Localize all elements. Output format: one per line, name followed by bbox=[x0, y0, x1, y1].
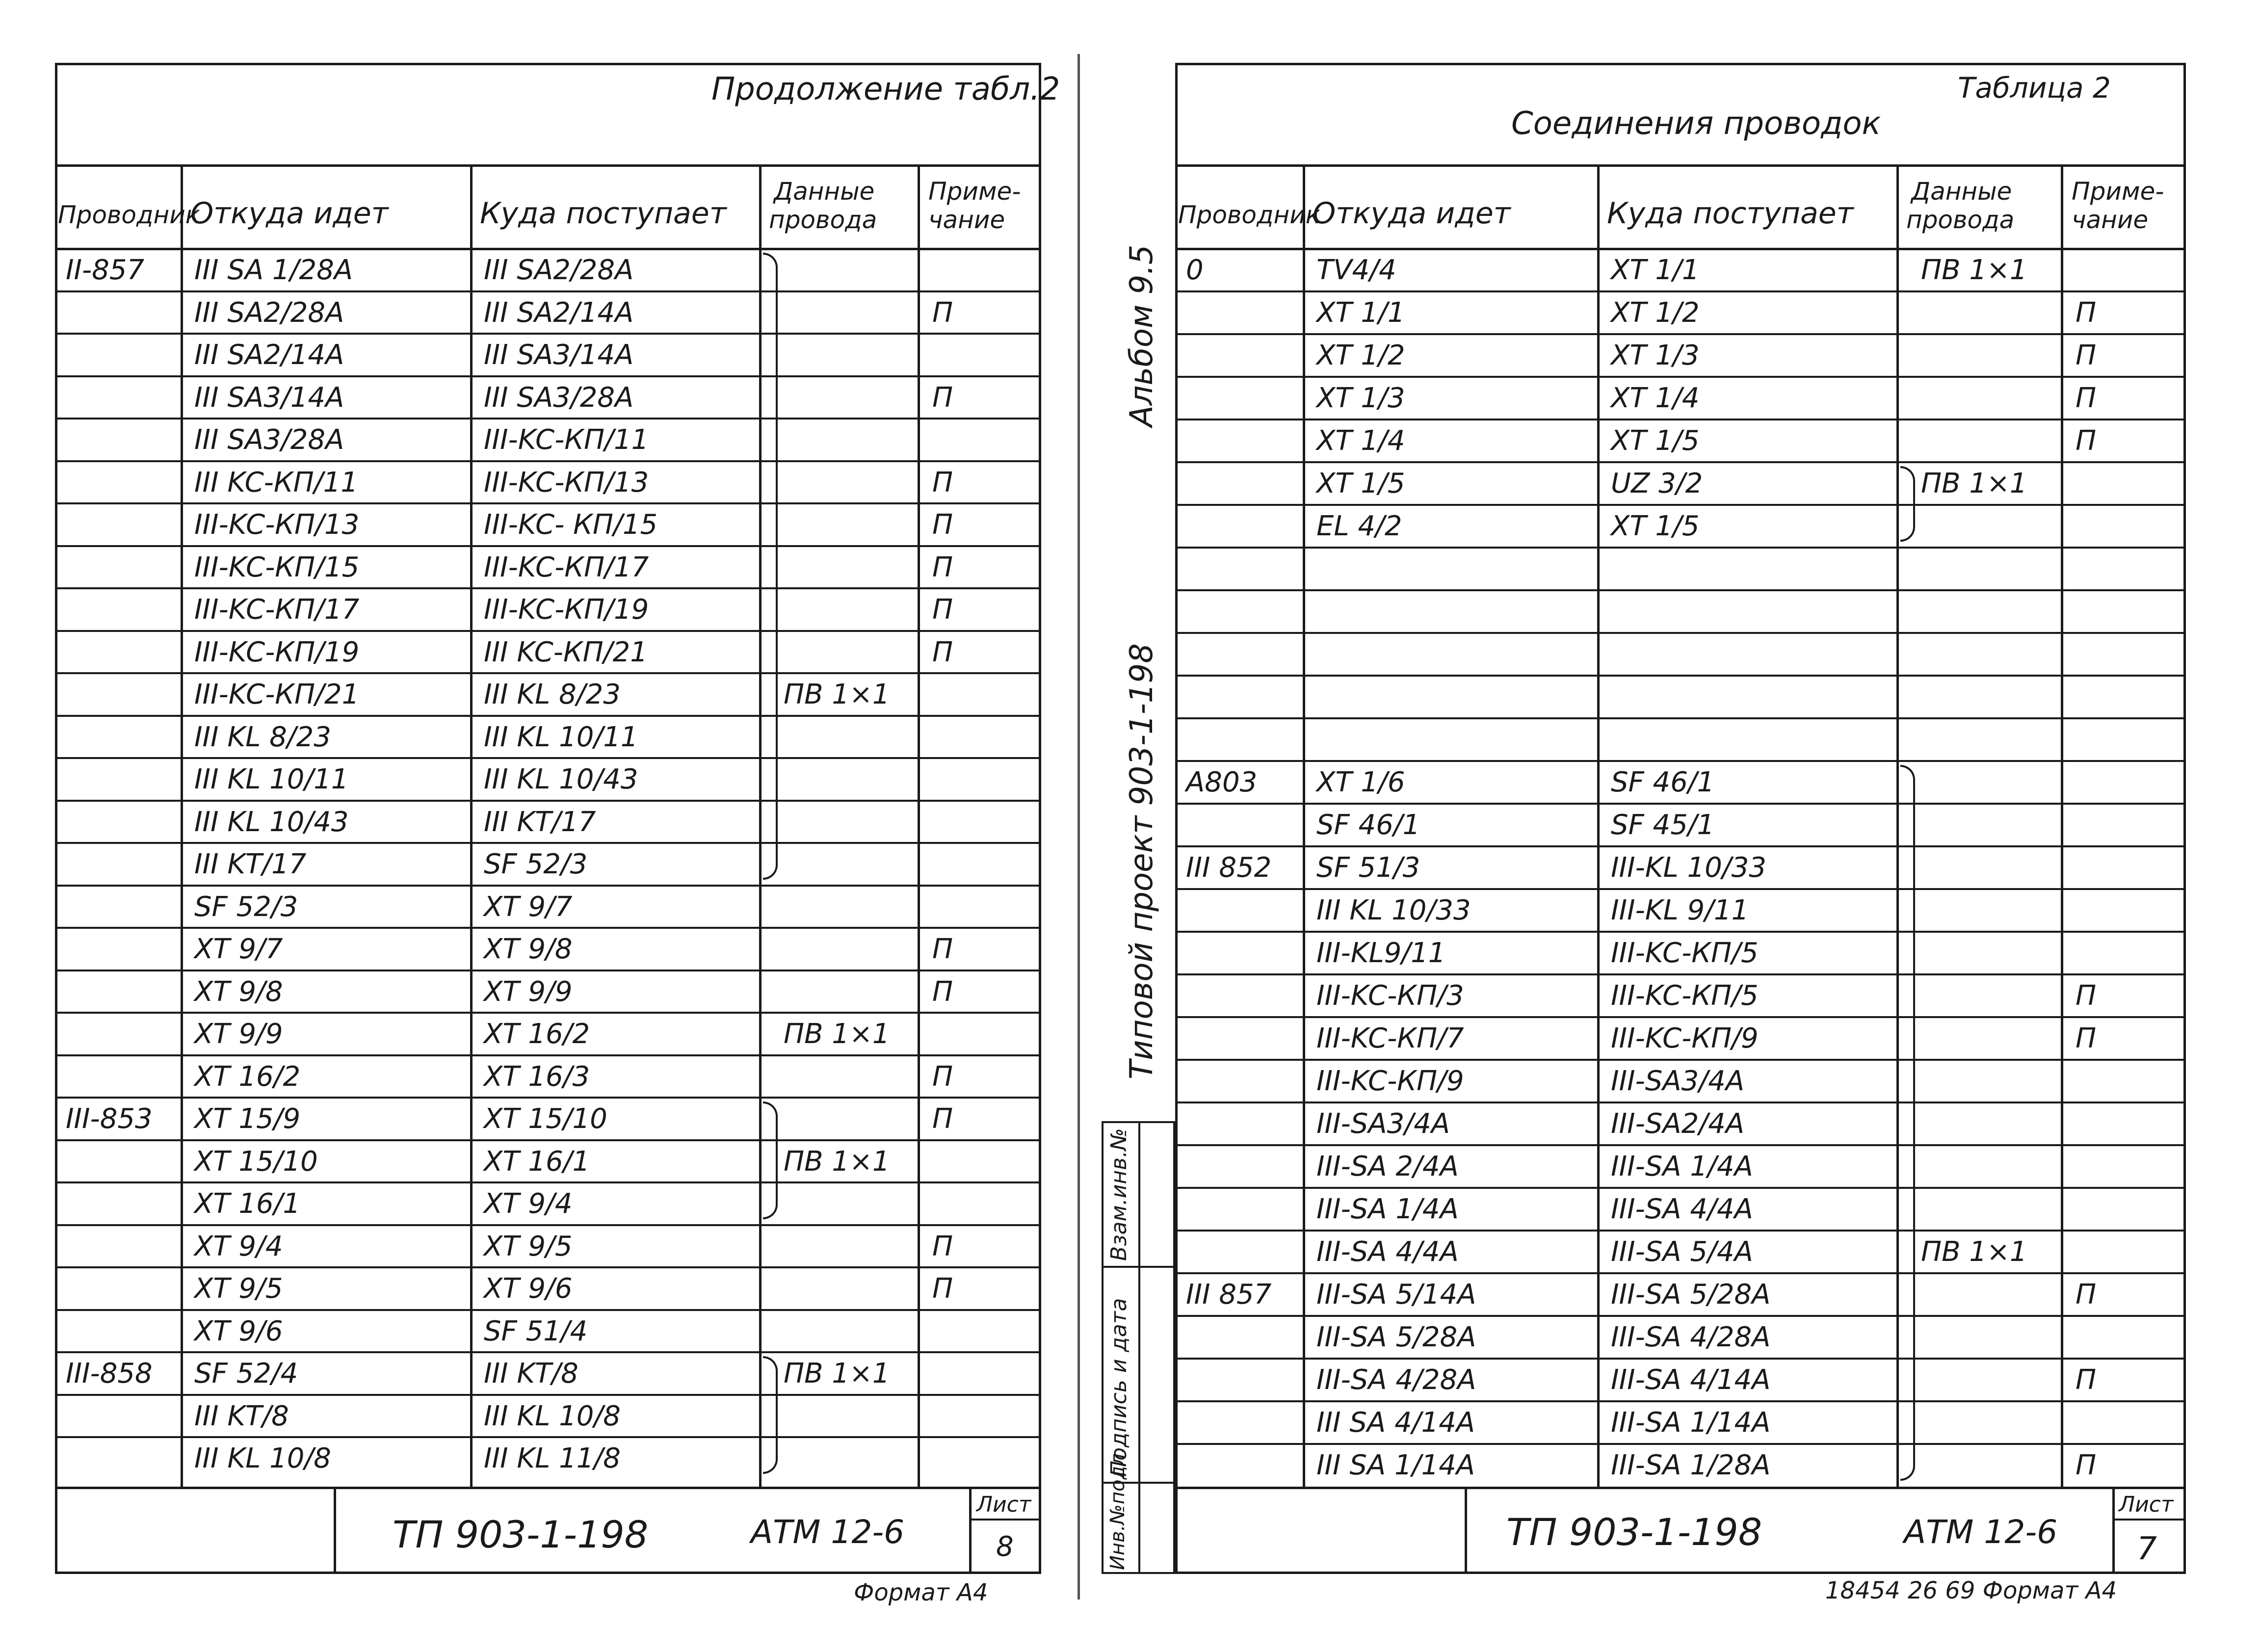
table-row-line bbox=[55, 672, 1041, 674]
cell-from: III-SA 4/4A bbox=[1316, 1236, 1459, 1268]
table-row-line bbox=[1175, 931, 2186, 933]
table-row-line bbox=[1175, 547, 2186, 549]
cell-to: XT 1/1 bbox=[1611, 254, 1700, 286]
left-continuation-label: Продолжение табл.2 bbox=[711, 71, 1060, 107]
table-row-line bbox=[1175, 1358, 2186, 1360]
cell-from: III KL 10/8 bbox=[194, 1442, 331, 1474]
table-row-line bbox=[55, 715, 1041, 717]
side-stamp-sign-date: Подпись и дата bbox=[1106, 1298, 1131, 1477]
cell-from: III-KC-КП/9 bbox=[1316, 1065, 1464, 1097]
margin-project-text: Типовой проект 903-1-198 bbox=[1124, 643, 1160, 1079]
cell-note: П bbox=[2076, 980, 2097, 1012]
table-row-line bbox=[1175, 1144, 2186, 1146]
cell-from: III SA 1/28A bbox=[194, 254, 353, 286]
cell-to: III-SA 5/28A bbox=[1611, 1279, 1771, 1311]
cell-note: П bbox=[932, 1103, 953, 1135]
header-to: Куда поступает bbox=[480, 196, 727, 231]
right-doc-code: АТМ 12-6 bbox=[1904, 1513, 2058, 1551]
left-format-label: Формат А4 bbox=[854, 1579, 988, 1606]
cell-from: III-SA 4/28A bbox=[1316, 1364, 1476, 1396]
header-note: Приме- bbox=[928, 177, 1021, 206]
cell-from: III KL 10/43 bbox=[194, 806, 349, 838]
cell-from: SF 51/3 bbox=[1316, 852, 1420, 884]
left-titleblock-sheet-divider bbox=[969, 1487, 972, 1574]
cell-from: XT 15/10 bbox=[194, 1145, 318, 1178]
cell-to: III-KC-КП/11 bbox=[484, 424, 649, 456]
cell-to: XT 16/1 bbox=[484, 1145, 590, 1178]
group-brace bbox=[1900, 765, 1915, 1481]
cell-to: III SA3/14A bbox=[484, 339, 634, 371]
cell-from: XT 1/1 bbox=[1316, 297, 1405, 329]
cell-wire: ПВ 1×1 bbox=[784, 1358, 890, 1390]
table-row-line bbox=[55, 375, 1041, 377]
header-from: Откуда идет bbox=[190, 196, 389, 231]
left-sheet-label: Лист bbox=[976, 1492, 1031, 1517]
cell-from: XT 16/2 bbox=[194, 1060, 301, 1093]
cell-from: III SA 4/14A bbox=[1316, 1407, 1475, 1439]
table-row-line bbox=[55, 502, 1041, 504]
right-sheet-number: 7 bbox=[2137, 1531, 2157, 1567]
cell-to: III-SA 1/4A bbox=[1611, 1151, 1753, 1182]
table-row-line bbox=[1175, 1059, 2186, 1061]
table-row-line bbox=[1175, 461, 2186, 463]
right_sheet-header-top-line bbox=[1175, 164, 2186, 167]
cell-note: П bbox=[2076, 1449, 2097, 1481]
cell-note: П bbox=[2076, 340, 2097, 371]
table-row-line bbox=[1175, 290, 2186, 292]
left_sheet-col-line bbox=[470, 164, 473, 1487]
header-conductor: Проводник bbox=[58, 201, 200, 229]
cell-to: III-KC-КП/5 bbox=[1611, 937, 1759, 969]
table-row-line bbox=[1175, 632, 2186, 634]
cell-note: П bbox=[932, 509, 953, 541]
cell-from: III KL 8/23 bbox=[194, 721, 331, 753]
table-row-line bbox=[1175, 376, 2186, 378]
header-note-2: чание bbox=[928, 206, 1005, 234]
header-note-2: чание bbox=[2072, 206, 2149, 234]
cell-from: III SA3/14A bbox=[194, 381, 344, 414]
table-row-line bbox=[1175, 1443, 2186, 1445]
cell-from: III-KL9/11 bbox=[1316, 937, 1446, 969]
cell-to: III-SA 4/14A bbox=[1611, 1364, 1771, 1396]
table-row-line bbox=[1175, 973, 2186, 975]
cell-conductor: II-857 bbox=[66, 254, 145, 286]
cell-to: III-KL 9/11 bbox=[1611, 894, 1749, 926]
left-project-code: ТП 903-1-198 bbox=[393, 1513, 649, 1556]
header-conductor: Проводник bbox=[1178, 201, 1320, 229]
cell-from: III-SA 5/14A bbox=[1316, 1279, 1476, 1311]
table-row-line bbox=[55, 927, 1041, 929]
cell-note: П bbox=[932, 1273, 953, 1305]
cell-to: XT 1/2 bbox=[1611, 297, 1700, 329]
cell-from: XT 15/9 bbox=[194, 1103, 301, 1135]
cell-to: III-SA 5/4A bbox=[1611, 1236, 1753, 1268]
table-row-line bbox=[55, 333, 1041, 335]
cell-from: III-KC-КП/13 bbox=[194, 509, 360, 541]
cell-from: XT 1/3 bbox=[1316, 382, 1405, 414]
table-row-line bbox=[55, 418, 1041, 420]
cell-to: III-SA2/4A bbox=[1611, 1108, 1745, 1140]
table-row-line bbox=[55, 885, 1041, 887]
cell-from: III KT/17 bbox=[194, 848, 307, 880]
cell-note: П bbox=[2076, 1023, 2097, 1054]
cell-from: XT 9/7 bbox=[194, 933, 283, 965]
table-row-line bbox=[55, 1394, 1041, 1396]
cell-to: III KL 11/8 bbox=[484, 1442, 621, 1474]
right-table-title: Соединения проводок bbox=[1511, 105, 1881, 142]
page-fold-line bbox=[1078, 54, 1080, 1600]
cell-to: III KL 10/11 bbox=[484, 721, 638, 753]
right_sheet-header-bottom-line bbox=[1175, 248, 2186, 250]
cell-to: III-KC-КП/19 bbox=[484, 594, 649, 626]
cell-to: III SA2/28A bbox=[484, 254, 634, 286]
header-wire-data-2: провода bbox=[769, 206, 877, 234]
cell-to: XT 9/6 bbox=[484, 1273, 573, 1305]
table-row-line bbox=[55, 970, 1041, 971]
cell-from: III-KC-КП/7 bbox=[1316, 1023, 1464, 1054]
cell-from: III-SA 2/4A bbox=[1316, 1151, 1459, 1182]
cell-note: П bbox=[2076, 1279, 2097, 1311]
right-titleblock-top bbox=[1175, 1487, 2186, 1489]
cell-note: П bbox=[2076, 425, 2097, 457]
side-stamp-h1 bbox=[1102, 1266, 1175, 1268]
left-titleblock-sheet-hline bbox=[969, 1519, 1041, 1521]
group-brace bbox=[763, 1101, 778, 1219]
table-row-line bbox=[55, 587, 1041, 589]
table-row-line bbox=[1175, 1400, 2186, 1402]
left_sheet-col-line bbox=[759, 164, 762, 1487]
cell-to: III-KC- КП/15 bbox=[484, 509, 658, 541]
left-titleblock-top bbox=[55, 1487, 1041, 1489]
table-row-line bbox=[1175, 888, 2186, 890]
cell-to: XT 1/5 bbox=[1611, 510, 1700, 542]
cell-note: П bbox=[932, 466, 953, 498]
cell-to: III-KC-КП/9 bbox=[1611, 1023, 1759, 1054]
right_sheet-col-line bbox=[2061, 164, 2063, 1487]
cell-to: III KL 10/43 bbox=[484, 763, 638, 795]
right-footer-stamp: 18454 26 69 Формат А4 bbox=[1825, 1577, 2117, 1604]
table-row-line bbox=[1175, 1315, 2186, 1317]
cell-from: SF 52/3 bbox=[194, 891, 298, 923]
cell-note: П bbox=[932, 296, 953, 329]
right-sheet-label: Лист bbox=[2119, 1492, 2174, 1517]
cell-to: III-KC-КП/13 bbox=[484, 466, 649, 498]
table-row-line bbox=[55, 842, 1041, 844]
cell-to: III KT/8 bbox=[484, 1358, 578, 1390]
cell-from: XT 1/4 bbox=[1316, 425, 1405, 457]
cell-to: XT 16/3 bbox=[484, 1060, 590, 1093]
cell-from: III SA3/28A bbox=[194, 424, 344, 456]
cell-to: III-SA 4/4A bbox=[1611, 1193, 1753, 1225]
cell-conductor: III-858 bbox=[66, 1358, 153, 1390]
cell-note: П bbox=[2076, 1364, 2097, 1396]
cell-note: П bbox=[932, 636, 953, 668]
table-row-line bbox=[55, 1054, 1041, 1056]
right_sheet-col-line bbox=[1303, 164, 1305, 1487]
cell-to: III KC-КП/21 bbox=[484, 636, 648, 668]
cell-wire: ПВ 1×1 bbox=[784, 679, 890, 710]
cell-conductor: III 857 bbox=[1186, 1279, 1272, 1311]
table-row-line bbox=[55, 757, 1041, 759]
side-stamp-replace-inv: Взам.инв.№ bbox=[1106, 1128, 1131, 1261]
cell-to: SF 51/4 bbox=[484, 1315, 588, 1347]
table-row-line bbox=[1175, 1272, 2186, 1274]
table-row-line bbox=[55, 1181, 1041, 1183]
table-row-line bbox=[55, 800, 1041, 802]
cell-note: П bbox=[932, 1230, 953, 1262]
cell-from: III KL 10/11 bbox=[194, 763, 349, 795]
group-brace bbox=[1900, 466, 1915, 542]
table-row-line bbox=[55, 1097, 1041, 1099]
cell-wire: ПВ 1×1 bbox=[784, 1145, 890, 1178]
cell-to: III KT/17 bbox=[484, 806, 596, 838]
table-row-line bbox=[55, 1351, 1041, 1353]
cell-to: XT 1/3 bbox=[1611, 340, 1700, 371]
cell-from: SF 52/4 bbox=[194, 1358, 298, 1390]
right_sheet-col-line bbox=[1896, 164, 1899, 1487]
table-row-line bbox=[1175, 1016, 2186, 1018]
cell-to: SF 45/1 bbox=[1611, 809, 1715, 841]
left-titleblock-divider bbox=[334, 1487, 336, 1574]
cell-from: III-SA 5/28A bbox=[1316, 1321, 1476, 1353]
table-row-line bbox=[55, 1139, 1041, 1141]
header-from: Откуда идет bbox=[1313, 196, 1511, 231]
cell-conductor: III 852 bbox=[1186, 852, 1272, 884]
table-row-line bbox=[1175, 845, 2186, 847]
cell-from: TV4/4 bbox=[1316, 254, 1396, 286]
cell-from: III-SA3/4A bbox=[1316, 1108, 1450, 1140]
table-row-line bbox=[55, 1309, 1041, 1311]
right-titleblock-sheet-divider bbox=[2112, 1487, 2115, 1574]
table-row-line bbox=[55, 630, 1041, 632]
cell-to: III-SA 4/28A bbox=[1611, 1321, 1771, 1353]
margin-album-text: Альбом 9.5 bbox=[1124, 244, 1160, 427]
cell-from: XT 9/6 bbox=[194, 1315, 283, 1347]
cell-to: III-KL 10/33 bbox=[1611, 852, 1766, 884]
cell-wire: ПВ 1×1 bbox=[1921, 254, 2027, 286]
table-row-line bbox=[55, 290, 1041, 292]
cell-from: EL 4/2 bbox=[1316, 510, 1402, 542]
table-row-line bbox=[1175, 1101, 2186, 1103]
right-titleblock-divider bbox=[1465, 1487, 1467, 1574]
right-project-code: ТП 903-1-198 bbox=[1506, 1510, 1762, 1554]
cell-wire: ПВ 1×1 bbox=[784, 1018, 890, 1050]
cell-from: III-KC-КП/3 bbox=[1316, 980, 1464, 1012]
cell-note: П bbox=[932, 933, 953, 965]
cell-to: III-SA 1/14A bbox=[1611, 1407, 1771, 1439]
table-row-line bbox=[1175, 1230, 2186, 1232]
cell-from: XT 9/5 bbox=[194, 1273, 283, 1305]
cell-to: XT 1/4 bbox=[1611, 382, 1700, 414]
cell-note: П bbox=[932, 381, 953, 414]
cell-conductor: III-853 bbox=[66, 1103, 153, 1135]
cell-to: XT 9/8 bbox=[484, 933, 573, 965]
left_sheet-header-bottom-line bbox=[55, 248, 1041, 250]
cell-to: XT 9/9 bbox=[484, 975, 573, 1008]
cell-note: П bbox=[932, 551, 953, 583]
cell-from: XT 16/1 bbox=[194, 1188, 301, 1220]
header-wire-data-2: провода bbox=[1906, 206, 2015, 234]
cell-to: XT 9/5 bbox=[484, 1230, 573, 1262]
header-to: Куда поступает bbox=[1607, 196, 1854, 231]
cell-from: III-KC-КП/17 bbox=[194, 594, 360, 626]
table-row-line bbox=[1175, 1187, 2186, 1189]
cell-to: XT 15/10 bbox=[484, 1103, 607, 1135]
cell-from: XT 9/4 bbox=[194, 1230, 283, 1262]
table-row-line bbox=[1175, 803, 2186, 805]
side-stamp-inv-orig: Инв.№подл. bbox=[1106, 1447, 1129, 1570]
cell-note: П bbox=[932, 594, 953, 626]
table-row-line bbox=[1175, 333, 2186, 335]
cell-to: III SA3/28A bbox=[484, 381, 634, 414]
cell-to: XT 9/7 bbox=[484, 891, 573, 923]
cell-to: III KL 8/23 bbox=[484, 679, 621, 710]
table-row-line bbox=[55, 460, 1041, 462]
header-wire-data: Данные bbox=[774, 177, 875, 206]
cell-from: III SA 1/14A bbox=[1316, 1449, 1475, 1481]
cell-conductor: 0 bbox=[1186, 254, 1204, 286]
left_sheet-col-line bbox=[918, 164, 920, 1487]
cell-wire: ПВ 1×1 bbox=[1921, 1236, 2027, 1268]
right_sheet-col-line bbox=[1597, 164, 1600, 1487]
left-doc-code: АТМ 12-6 bbox=[751, 1513, 905, 1551]
cell-from: III KC-КП/11 bbox=[194, 466, 358, 498]
left-sheet-number: 8 bbox=[996, 1531, 1014, 1563]
cell-from: XT 1/6 bbox=[1316, 766, 1405, 798]
cell-to: UZ 3/2 bbox=[1611, 468, 1703, 499]
cell-from: XT 1/2 bbox=[1316, 340, 1405, 371]
cell-note: П bbox=[932, 1060, 953, 1093]
side-stamp-col bbox=[1138, 1121, 1140, 1574]
left_sheet-header-top-line bbox=[55, 164, 1041, 167]
table-row-line bbox=[55, 1266, 1041, 1268]
cell-from: III-KC-КП/19 bbox=[194, 636, 360, 668]
cell-note: П bbox=[2076, 382, 2097, 414]
cell-to: III-SA 1/28A bbox=[1611, 1449, 1771, 1481]
cell-from: III SA2/28A bbox=[194, 296, 344, 329]
cell-note: П bbox=[932, 975, 953, 1008]
cell-to: XT 16/2 bbox=[484, 1018, 590, 1050]
cell-to: III-SA3/4A bbox=[1611, 1065, 1745, 1097]
group-brace bbox=[763, 1356, 778, 1474]
cell-note: П bbox=[2076, 297, 2097, 329]
header-wire-data: Данные bbox=[1911, 177, 2012, 206]
cell-from: SF 46/1 bbox=[1316, 809, 1420, 841]
table-row-line bbox=[1175, 589, 2186, 591]
cell-to: SF 46/1 bbox=[1611, 766, 1715, 798]
right-table-label: Таблица 2 bbox=[1958, 71, 2111, 105]
cell-to: SF 52/3 bbox=[484, 848, 588, 880]
cell-to: XT 1/5 bbox=[1611, 425, 1700, 457]
table-row-line bbox=[1175, 760, 2186, 762]
table-row-line bbox=[1175, 419, 2186, 420]
cell-from: III KT/8 bbox=[194, 1400, 289, 1432]
cell-from: III SA2/14A bbox=[194, 339, 344, 371]
table-row-line bbox=[1175, 504, 2186, 506]
cell-wire: ПВ 1×1 bbox=[1921, 468, 2027, 499]
table-row-line bbox=[55, 1224, 1041, 1226]
table-row-line bbox=[1175, 717, 2186, 719]
group-brace bbox=[763, 253, 778, 880]
right-titleblock-sheet-hline bbox=[2112, 1519, 2186, 1521]
header-note: Приме- bbox=[2072, 177, 2164, 206]
cell-from: III KL 10/33 bbox=[1316, 894, 1471, 926]
cell-from: III-KC-КП/15 bbox=[194, 551, 360, 583]
cell-from: III-SA 1/4A bbox=[1316, 1193, 1459, 1225]
cell-from: XT 1/5 bbox=[1316, 468, 1405, 499]
cell-from: III-KC-КП/21 bbox=[194, 679, 360, 710]
table-row-line bbox=[55, 545, 1041, 547]
cell-to: III SA2/14A bbox=[484, 296, 634, 329]
cell-conductor: A803 bbox=[1186, 766, 1258, 798]
cell-from: XT 9/9 bbox=[194, 1018, 283, 1050]
table-row-line bbox=[55, 1012, 1041, 1014]
cell-from: XT 9/8 bbox=[194, 975, 283, 1008]
cell-to: III-KC-КП/17 bbox=[484, 551, 649, 583]
cell-to: XT 9/4 bbox=[484, 1188, 573, 1220]
cell-to: III-KC-КП/5 bbox=[1611, 980, 1759, 1012]
cell-to: III KL 10/8 bbox=[484, 1400, 621, 1432]
left_sheet-col-line bbox=[181, 164, 183, 1487]
table-row-line bbox=[55, 1436, 1041, 1438]
table-row-line bbox=[1175, 675, 2186, 677]
